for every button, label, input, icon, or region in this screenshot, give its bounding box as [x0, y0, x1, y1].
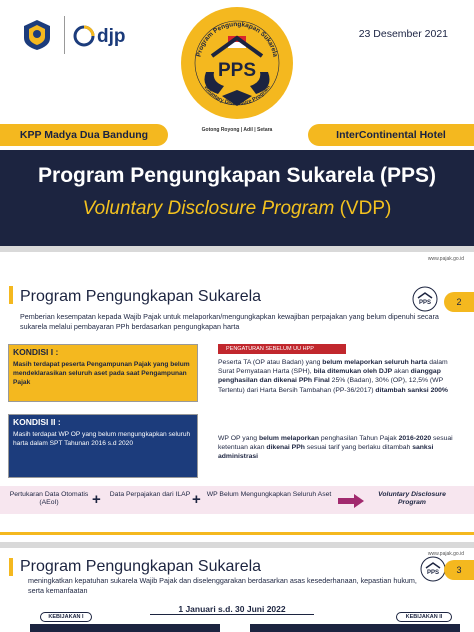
content-slide-3	[0, 548, 474, 632]
cover-subtitle-italic: Voluntary Disclosure Program	[82, 198, 335, 219]
kondisi-2-heading: KONDISI II :	[13, 417, 61, 427]
flow-result: Voluntary Disclosure Program	[378, 491, 446, 507]
page-number: 2	[444, 292, 474, 312]
intro-text: Pemberian kesempatan kepada Wajib Pajak untuk melaporkan/mengungkapkan kewajiban perpajakan yang belum dipenuhi secara sukarela melalui pembayaran PPh berdasarkan pengungkapan harta	[20, 312, 439, 331]
slide-bottom-line	[0, 532, 474, 535]
pps-arc-top: Program Pengungkapan Sukarela	[195, 20, 279, 58]
slide-title: Program Pengungkapan Sukarela	[20, 288, 262, 305]
djp-wordmark: djp	[97, 26, 126, 47]
website-url: www.pajak.go.id	[427, 256, 464, 262]
kebijakan-1-tag: KEBIJAKAN I	[40, 612, 92, 622]
presentation-date: 23 Desember 2021	[358, 28, 448, 40]
kebijakan-1-bar	[30, 624, 220, 632]
content-slide-2	[0, 252, 474, 542]
cover-title: Program Pengungkapan Sukarela (PPS)	[38, 164, 436, 187]
pps-arc-bottom: Voluntary Disclosure Program	[202, 84, 272, 108]
intro-text: meningkatkan kepatuhan sukarela Wajib Pajak dan diselenggarakan berdasarkan asas kesederhanaan, kepastian hukum, serta kemanfaatan	[28, 576, 417, 595]
pps-tagline: Gotong Royong | Adil | Setara	[201, 127, 273, 133]
rule-paragraph-1: Peserta TA (OP atau Badan) yang belum melaporkan seluruh harta dalam Surat Pernyataan Harta (SPH), bila ditemukan oleh DJP akan dianggap penghasilan dan dikenai PPh Final 25% (Badan), 30% (OP), 12,5% (WP Tertentu) dari Harta Bersih Tambahan (PP-36/2017) ditambah sanksi 200%	[218, 359, 448, 394]
title-accent-bar	[9, 286, 13, 304]
rule-tag: PENGATURAN SEBELUM UU HPP	[218, 344, 346, 354]
slide-title: Program Pengungkapan Sukarela	[20, 558, 262, 575]
pps-emblem-text	[180, 6, 294, 120]
title-accent-bar	[9, 558, 13, 576]
flow-item-aeoi: Pertukaran Data Otomatis (AEoI)	[9, 491, 89, 507]
pps-mini-logo-icon	[412, 286, 438, 312]
cover-subtitle-abbr: (VDP)	[334, 198, 392, 219]
flow-plus-1: +	[92, 491, 101, 508]
flow-item-ilap: Data Perpajakan dari ILAP	[109, 491, 191, 498]
logo-separator	[64, 16, 65, 54]
flow-plus-2: +	[192, 491, 201, 508]
svg-text:PPS: PPS	[418, 300, 432, 306]
svg-text:PPS: PPS	[426, 570, 440, 576]
flow-row	[0, 486, 474, 514]
kemenkeu-logo-icon	[20, 18, 54, 52]
pps-center-text: PPS	[217, 60, 257, 81]
program-period: 1 Januari s.d. 30 Juni 2022	[150, 604, 314, 615]
svg-text:Voluntary Disclosure Program	[202, 84, 272, 107]
kondisi-2-body: Masih terdapat WP OP yang belum mengungkapkan seluruh harta dalam SPT Tahunan 2016 s.d 2020	[13, 431, 191, 447]
website-url: www.pajak.go.id	[427, 551, 464, 557]
rule-paragraph-2: WP OP yang belum melaporkan penghasilan Tahun Pajak 2016-2020 sesuai ketentuan akan dikenai PPh sesuai tarif yang berlaku ditambah sanksi administrasi	[218, 435, 453, 461]
kondisi-1-body: Masih terdapat peserta Pengampunan Pajak yang belum mendeklarasikan seluruh aset pada saat Pengampunan Pajak	[13, 361, 190, 386]
flow-arrow-icon	[336, 494, 366, 508]
office-pill: KPP Madya Dua Bandung	[0, 124, 168, 146]
kebijakan-2-bar	[250, 624, 460, 632]
page-number: 3	[444, 560, 474, 580]
kondisi-2-box	[8, 414, 198, 478]
kondisi-1-heading: KONDISI I :	[13, 347, 59, 357]
flow-item-aset: WP Belum Mengungkapkan Seluruh Aset	[206, 491, 332, 498]
cover-slide	[0, 0, 474, 246]
venue-pill: InterContinental Hotel	[308, 124, 474, 146]
svg-text:Program Pengungkapan Sukarela	[196, 21, 279, 58]
cover-subtitle	[0, 198, 474, 220]
kebijakan-2-tag: KEBIJAKAN II	[396, 612, 452, 622]
kondisi-1-box	[8, 344, 198, 402]
